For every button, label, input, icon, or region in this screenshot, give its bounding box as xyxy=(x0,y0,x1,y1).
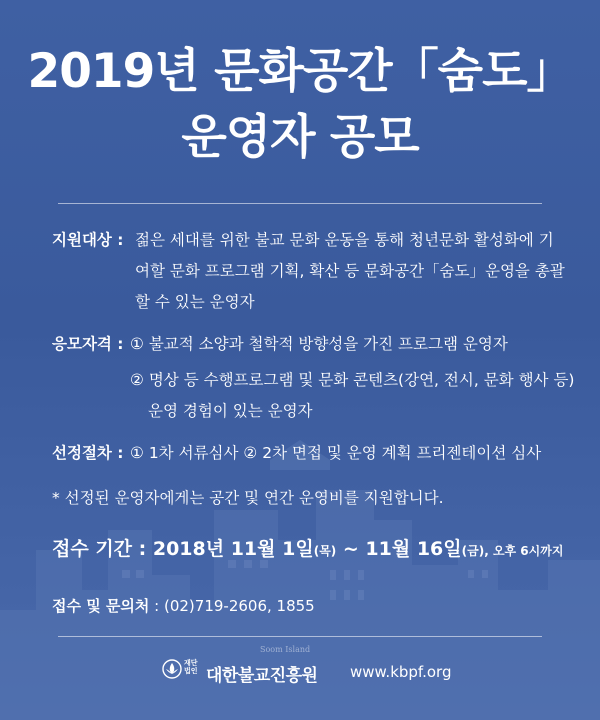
period-end-date: 11월 16일 xyxy=(365,538,462,560)
eligibility-line-1: 젊은 세대를 위한 불교 문화 운동을 통해 청년문화 활성화에 기 xyxy=(135,231,554,249)
qualification-label: 응모자격 : xyxy=(52,335,124,353)
period-start-date: 2018년 11월 1일 xyxy=(152,538,314,560)
top-divider xyxy=(58,203,542,204)
poster-title-line1: 2019년 문화공간「숨도」 xyxy=(27,44,573,99)
application-period xyxy=(52,540,563,559)
period-end-day: (금) xyxy=(461,544,485,558)
lotus-emblem-icon xyxy=(162,659,182,679)
support-note: * 선정된 운영자에게는 공간 및 연간 운영비를 지원합니다. xyxy=(52,489,444,507)
foundation-type-label xyxy=(184,660,198,675)
period-label: 접수 기간 : xyxy=(52,538,153,560)
qualification-item-1: ① 불교적 소양과 철학적 방향성을 가진 프로그램 운영자 xyxy=(130,335,508,353)
poster-title-line2: 운영자 공모 xyxy=(181,110,419,165)
bottom-divider xyxy=(58,636,542,637)
qualification-item-2: ② 명상 등 수행프로그램 및 문화 콘텐츠(강연, 전시, 문화 행사 등) xyxy=(130,371,575,389)
contact-label: 접수 및 문의처 xyxy=(52,597,150,615)
period-start-day: (목) xyxy=(313,544,337,558)
eligibility-label: 지원대상 : xyxy=(52,231,124,249)
organization-url[interactable]: www.kbpf.org xyxy=(350,663,452,681)
period-end-time: , 오후 6시까지 xyxy=(484,544,564,558)
foundation-type-line1: 재단 xyxy=(184,659,198,667)
eligibility-line-2: 여할 문화 프로그램 기획, 확산 등 문화공간「숨도」운영을 총괄 xyxy=(135,262,565,280)
procedure-text: ① 1차 서류심사 ② 2차 면접 및 운영 계획 프리젠테이션 심사 xyxy=(130,444,542,462)
soom-island-background-label: Soom Island xyxy=(260,645,311,654)
organization-name: 대한불교진흥원 xyxy=(206,666,318,686)
procedure-label: 선정절차 : xyxy=(52,444,124,462)
footer xyxy=(0,657,600,687)
contact-phone: : (02)719-2606, 1855 xyxy=(149,597,315,615)
eligibility-line-3: 할 수 있는 운영자 xyxy=(135,293,255,311)
period-tilde: ~ xyxy=(336,538,366,560)
foundation-type-line2: 법인 xyxy=(184,666,198,675)
contact-info xyxy=(52,599,315,614)
qualification-item-2-cont: 운영 경험이 있는 운영자 xyxy=(148,402,313,420)
